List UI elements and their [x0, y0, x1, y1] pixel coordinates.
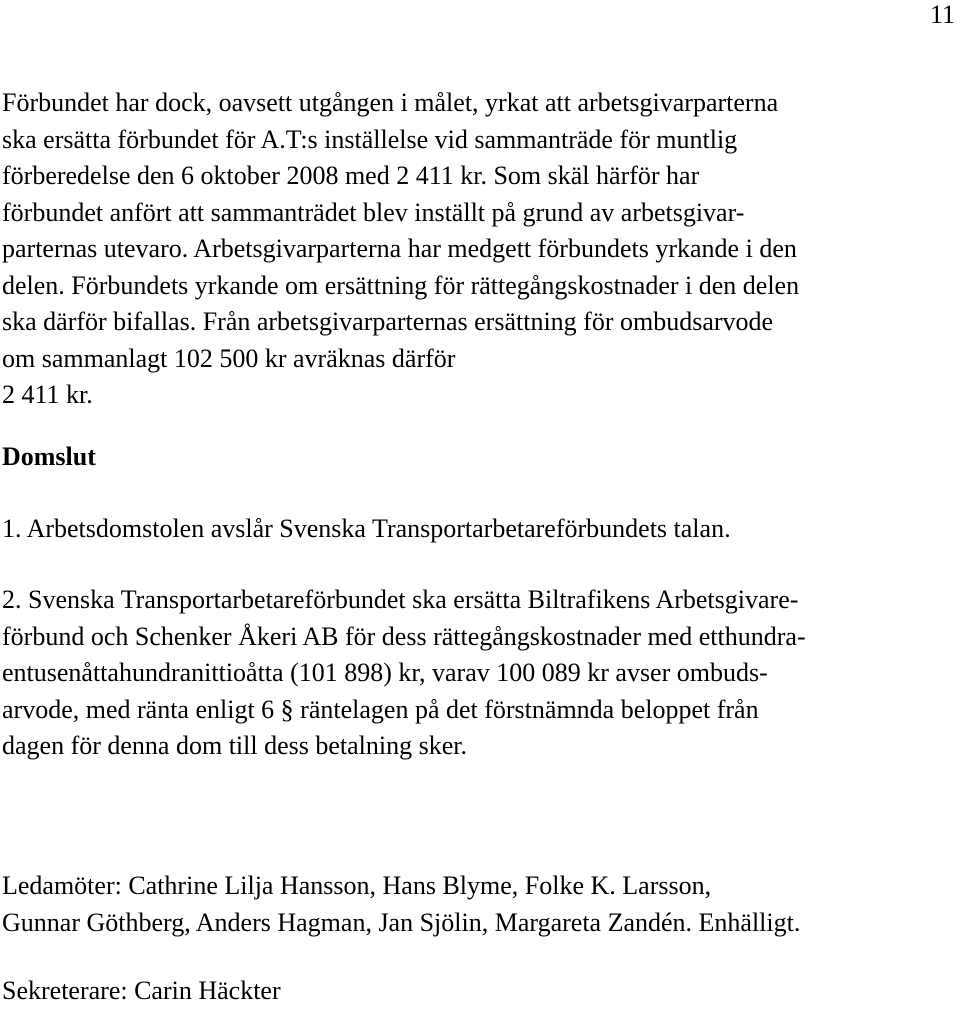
page-number: 11	[929, 0, 955, 29]
ruling-item-1: 1. Arbetsdomstolen avslår Svenska Transportarbetareförbundets talan.	[2, 514, 731, 543]
paragraph-costs: Förbundet har dock, oavsett utgången i målet, yrkat att arbetsgivarparterna ska ersätta förbundet för A.T:s inställelse vid sammanträde för muntlig förberedelse den 6 oktober 2008 med 2 411 kr. Som skäl härför har förbundet anfört att sammanträdet blev inställt på grund av arbetsgivar- parternas utevaro. Arbetsgivarparterna har medgett förbundets yrkande i den delen. Förbundets yrkande om ersättning för rättegångskostnader i den delen ska därför bifallas. Från arbetsgivarparternas ersättning för ombudsarvode om sammanlagt 102 500 kr avräknas därför 2 411 kr.	[2, 88, 800, 409]
members-list: Ledamöter: Cathrine Lilja Hansson, Hans Blyme, Folke K. Larsson, Gunnar Göthberg, Anders Hagman, Jan Sjölin, Margareta Zandén. Enhälligt.	[2, 871, 801, 937]
section-heading-domslut: Domslut	[2, 442, 96, 471]
ruling-item-2: 2. Svenska Transportarbetareförbundet ska ersätta Biltrafikens Arbetsgivare- förbund och Schenker Åkeri AB för dess rättegångskostnader med etthundra- entusenåttahundranittioåtta (101 898) kr, varav 100 089 kr avser ombuds- arvode, med ränta enligt 6 § räntelagen på det förstnämnda beloppet från dagen för denna dom till dess betalning sker.	[2, 585, 806, 760]
secretary-line: Sekreterare: Carin Häckter	[2, 976, 281, 1005]
